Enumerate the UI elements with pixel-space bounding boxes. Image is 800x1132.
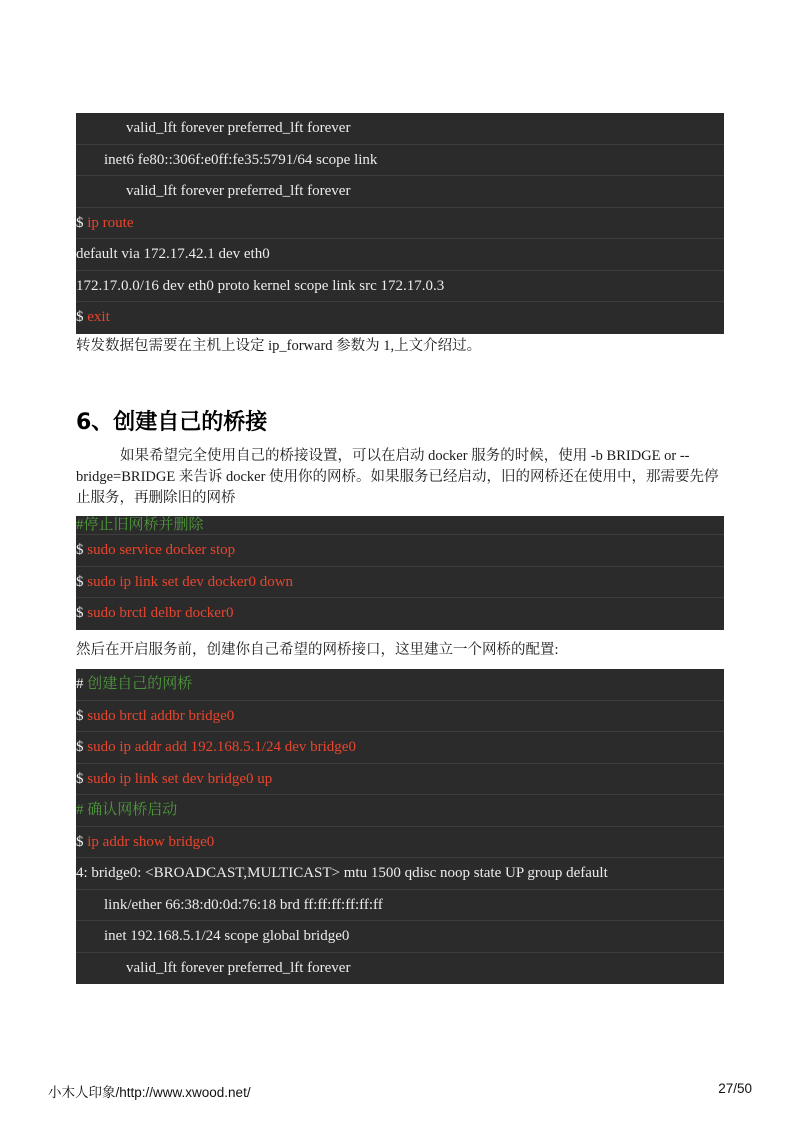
code-token-cmd: sudo ip link set dev bridge0 up [87, 770, 273, 787]
code-line [76, 145, 724, 177]
code-token-out: valid_lft forever preferred_lft forever [126, 959, 351, 976]
code-line [76, 921, 724, 953]
code-token-cmd: sudo brctl addbr bridge0 [87, 707, 235, 724]
footer-site: 小木人印象/http://www.xwood.net/ [48, 1085, 251, 1100]
code-line [76, 598, 724, 630]
code-token-prompt: $ [76, 605, 88, 621]
code-token-out: 172.17.0.0/16 dev eth0 proto kernel scope link src 172.17.0.3 [76, 277, 445, 294]
code-token-cmd: sudo service docker stop [87, 542, 236, 558]
code-token-comment: #停止旧网桥并删除 [76, 517, 204, 533]
code-line [76, 795, 724, 827]
code-line [76, 271, 724, 303]
code-token-prompt: $ [76, 214, 88, 231]
code-token-out: valid_lft forever preferred_lft forever [126, 120, 351, 136]
code-line [76, 858, 724, 890]
code-token-out: inet 192.168.5.1/24 scope global bridge0 [104, 928, 350, 944]
code-token-cmd: sudo ip link set dev docker0 down [87, 573, 294, 590]
code-token-prompt: $ [76, 707, 88, 724]
code-token-cmd: sudo ip addr add 192.168.5.1/24 dev bridge0 [87, 739, 356, 755]
code-token-prompt: $ [76, 573, 88, 590]
code-line [76, 208, 724, 240]
code-token-out: default via 172.17.42.1 dev eth0 [76, 246, 270, 262]
code-block-ip-route [76, 113, 724, 334]
code-line [76, 732, 724, 764]
code-line [76, 701, 724, 733]
code-token-out: inet6 fe80::306f:e0ff:fe35:5791/64 scope link [104, 151, 378, 168]
code-line [76, 669, 724, 701]
paragraph-bridge-intro: 如果希望完全使用自己的桥接设置，可以在启动 docker 服务的时候，使用 -b BRIDGE or --bridge=BRIDGE 来告诉 docker 使用你的网桥。如果服务已经启动，旧的网桥还在使用中，那需要先停止服务，再删除旧的网桥 [76, 448, 719, 506]
code-token-prompt: $ [76, 309, 88, 325]
code-block-remove-bridge [76, 516, 724, 630]
code-line [76, 113, 724, 145]
code-token-out: valid_lft forever preferred_lft forever [126, 183, 351, 199]
code-line [76, 764, 724, 796]
code-token-cmd: ip addr show bridge0 [87, 833, 215, 850]
code-token-prompt: # [76, 676, 88, 692]
code-token-cmd: exit [87, 309, 110, 325]
code-line [76, 176, 724, 208]
code-block-create-bridge [76, 669, 724, 984]
paragraph-ip-forward: 转发数据包需要在主机上设定 ip_forward 参数为 1,上文介绍过。 [76, 338, 482, 354]
code-token-prompt: $ [76, 739, 88, 755]
code-line [76, 302, 724, 334]
section-heading: 6、创建自己的桥接 [76, 410, 268, 435]
code-token-prompt: $ [76, 833, 88, 850]
code-token-out: link/ether 66:38:d0:0d:76:18 brd ff:ff:ff:ff:ff:ff [104, 896, 383, 913]
code-line [76, 516, 724, 535]
code-line [76, 239, 724, 271]
code-line [76, 890, 724, 922]
code-token-prompt: $ [76, 770, 88, 787]
code-token-comment: 创建自己的网桥 [87, 676, 193, 692]
code-token-comment: # 确认网桥启动 [76, 802, 178, 818]
footer-page-number: 27/50 [718, 1081, 752, 1096]
paragraph-create-bridge: 然后在开启服务前，创建你自己希望的网桥接口，这里建立一个网桥的配置: [76, 642, 559, 658]
code-token-cmd: ip route [87, 214, 134, 231]
code-token-prompt: $ [76, 542, 88, 558]
code-token-out: 4: bridge0: <BROADCAST,MULTICAST> mtu 1500 qdisc noop state UP group default [76, 865, 608, 881]
code-line [76, 567, 724, 599]
code-line [76, 827, 724, 859]
code-line [76, 953, 724, 985]
code-line [76, 535, 724, 567]
code-token-cmd: sudo brctl delbr docker0 [87, 605, 234, 621]
